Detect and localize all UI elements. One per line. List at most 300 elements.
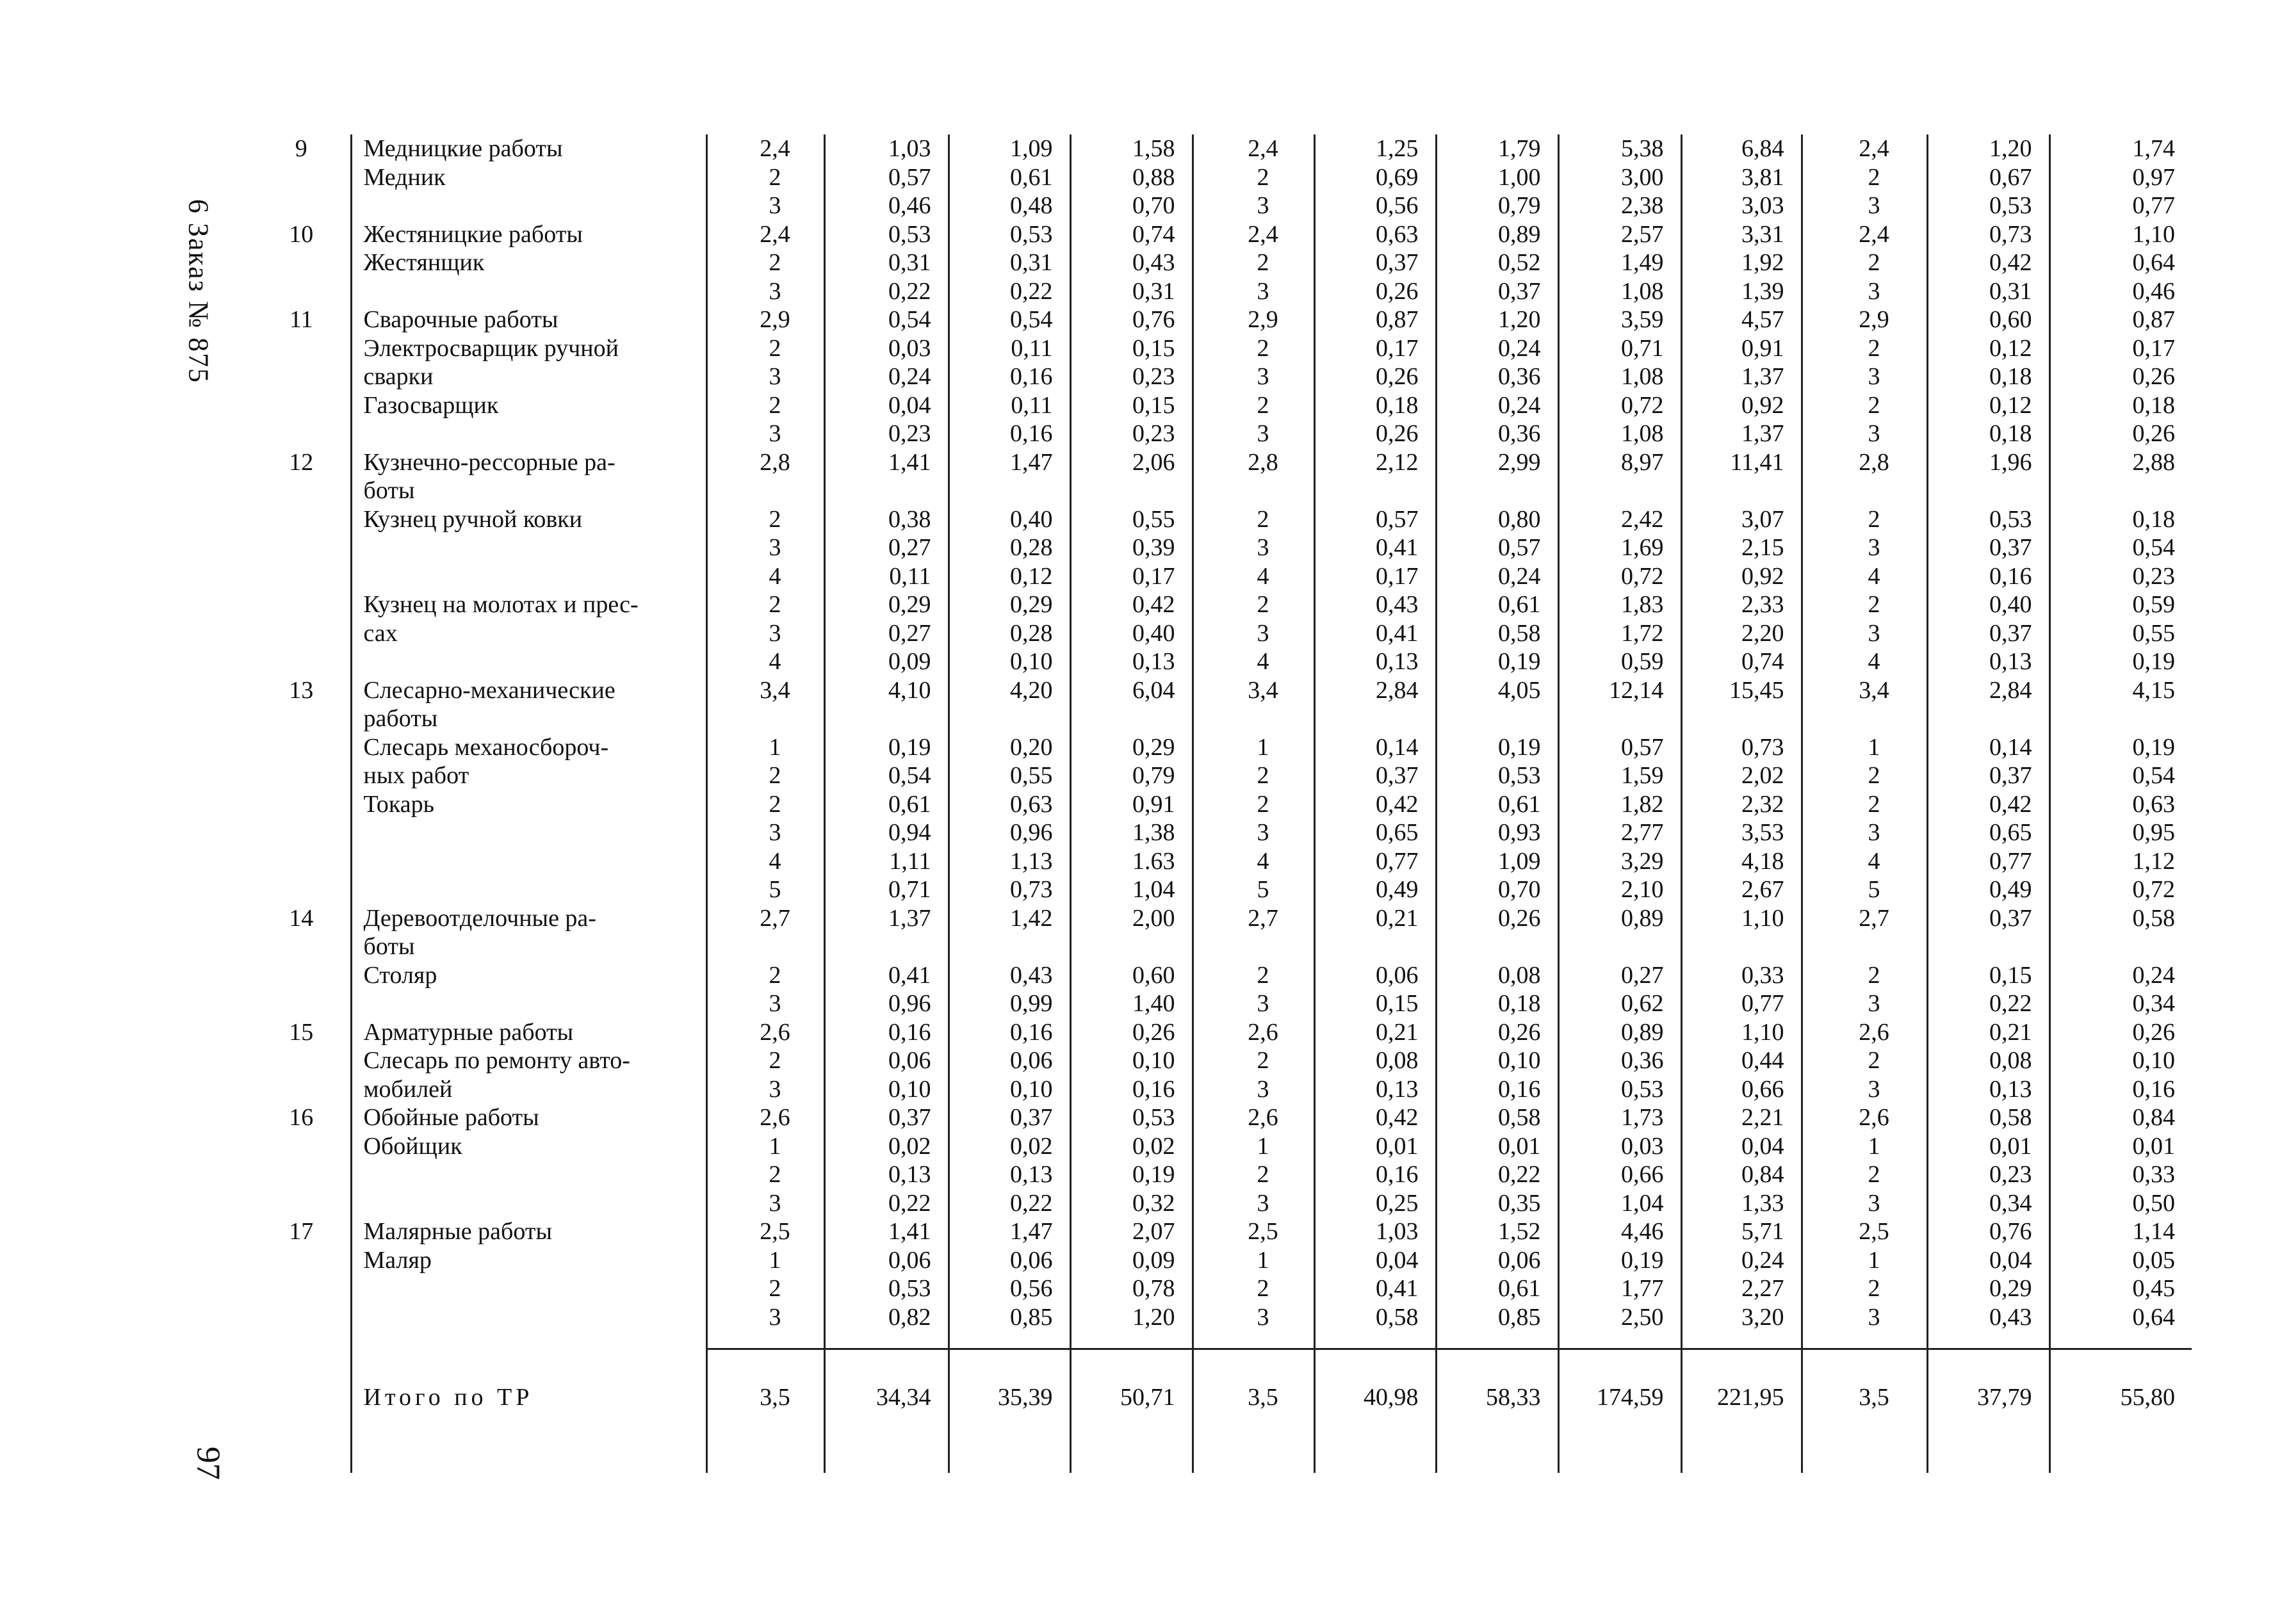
work-name: боты [351, 932, 706, 961]
value-cell: 0,63 [1314, 220, 1436, 249]
value-cell: 3 [1193, 277, 1314, 306]
value-cell: 0,57 [1436, 533, 1558, 562]
value-cell: 0,12 [1927, 391, 2049, 420]
work-name: Кузнец ручной ковки [351, 505, 706, 534]
value-cell: 0,21 [1314, 1018, 1436, 1047]
value-cell: 0,34 [1927, 1189, 2049, 1218]
table-row [277, 505, 2192, 534]
value-cell [1681, 476, 1802, 505]
value-cell: 3 [769, 420, 781, 447]
work-name [351, 419, 706, 448]
value-cell [1681, 932, 1802, 961]
value-cell: 2 [1193, 761, 1314, 790]
value-cell: 0,61 [824, 790, 949, 819]
value-cell: 4,05 [1436, 676, 1558, 705]
value-cell: 0,18 [1927, 362, 2049, 391]
value-cell: 0,60 [1070, 961, 1193, 990]
value-cell: 0,24 [1436, 391, 1558, 420]
value-cell: 1,49 [1558, 248, 1681, 277]
value-cell: 2,6 [760, 1104, 790, 1131]
value-cell: 0,20 [949, 733, 1070, 762]
total-value: 37,79 [1927, 1378, 2049, 1436]
work-name: Арматурные работы [351, 1018, 706, 1047]
table-row [277, 790, 2192, 819]
row-number [277, 391, 351, 420]
value-cell [1314, 932, 1436, 961]
value-cell: 1,00 [1436, 163, 1558, 192]
value-cell: 0,52 [1436, 248, 1558, 277]
value-cell: 2,21 [1681, 1103, 1802, 1132]
row-number [277, 875, 351, 904]
value-cell: 3 [1193, 191, 1314, 220]
value-cell [1070, 704, 1193, 733]
value-cell [1802, 932, 1927, 961]
row-number: 9 [295, 135, 307, 162]
table-row [277, 562, 2192, 591]
total-value: 221,95 [1681, 1378, 1802, 1436]
value-cell: 0,15 [1070, 391, 1193, 420]
value-cell: 1,08 [1558, 362, 1681, 391]
value-cell: 1,79 [1436, 134, 1558, 163]
value-cell: 0,53 [949, 220, 1070, 249]
value-cell: 2 [1802, 1046, 1927, 1075]
value-cell: 1 [1193, 1246, 1314, 1275]
value-cell: 8,97 [1558, 448, 1681, 477]
table-row [277, 533, 2192, 562]
value-cell: 15,45 [1681, 676, 1802, 705]
value-cell: 0,16 [1927, 562, 2049, 591]
value-cell: 0,26 [1436, 1018, 1558, 1047]
value-cell: 0,13 [949, 1160, 1070, 1189]
value-cell: 0,26 [1070, 1018, 1193, 1047]
value-cell: 0,37 [1927, 619, 2049, 648]
value-cell: 3 [769, 534, 781, 561]
value-cell: 1 [769, 733, 781, 761]
value-cell: 2,88 [2049, 448, 2192, 477]
value-cell: 1,13 [949, 847, 1070, 876]
value-cell [1558, 932, 1681, 961]
value-cell: 0,27 [824, 619, 949, 648]
value-cell: 3 [1802, 533, 1927, 562]
value-cell: 0,54 [2049, 761, 2192, 790]
value-cell: 0,58 [1436, 1103, 1558, 1132]
value-cell: 1,59 [1558, 761, 1681, 790]
value-cell: 0,17 [1070, 562, 1193, 591]
value-cell: 0,06 [824, 1246, 949, 1275]
value-cell [1436, 476, 1558, 505]
value-cell: 0,54 [949, 305, 1070, 334]
value-cell: 0,24 [1436, 334, 1558, 363]
value-cell [1927, 704, 2049, 733]
value-cell: 0,10 [824, 1075, 949, 1104]
value-cell: 1,03 [1314, 1217, 1436, 1246]
value-cell: 2,84 [1314, 676, 1436, 705]
total-value: 174,59 [1558, 1378, 1681, 1436]
value-cell: 3,07 [1681, 505, 1802, 534]
value-cell: 3,4 [1193, 676, 1314, 705]
value-cell: 2,4 [1802, 220, 1927, 249]
value-cell: 0,10 [1070, 1046, 1193, 1075]
value-cell: 0,41 [824, 961, 949, 990]
row-number [277, 562, 351, 591]
value-cell: 2 [769, 334, 781, 362]
value-cell: 2 [769, 163, 781, 191]
value-cell: 0,55 [949, 761, 1070, 790]
value-cell: 0,55 [1070, 505, 1193, 534]
value-cell: 1,47 [949, 1217, 1070, 1246]
value-cell: 1 [769, 1132, 781, 1160]
row-number: 16 [289, 1104, 314, 1131]
value-cell: 3,4 [1802, 676, 1927, 705]
value-cell: 1,42 [949, 904, 1070, 933]
row-number [277, 961, 351, 990]
value-cell: 6,04 [1070, 676, 1193, 705]
value-cell: 0,16 [2049, 1075, 2192, 1104]
value-cell: 3 [769, 1075, 781, 1103]
value-cell: 2,10 [1558, 875, 1681, 904]
table-row [277, 277, 2192, 306]
value-cell: 2 [769, 249, 781, 276]
table-row [277, 305, 2192, 334]
total-value: 3,5 [1802, 1378, 1927, 1436]
value-cell: 0,02 [1070, 1132, 1193, 1161]
row-number [277, 619, 351, 648]
value-cell: 0,41 [1314, 1274, 1436, 1303]
value-cell [1558, 476, 1681, 505]
value-cell: 2,7 [1193, 904, 1314, 933]
total-value: 3,5 [1193, 1378, 1314, 1436]
value-cell: 2 [1802, 961, 1927, 990]
value-cell: 1,08 [1558, 419, 1681, 448]
value-cell: 2,9 [1802, 305, 1927, 334]
value-cell: 1,92 [1681, 248, 1802, 277]
value-cell: 0,59 [2049, 590, 2192, 619]
value-cell: 3 [769, 192, 781, 219]
value-cell: 0,72 [1558, 562, 1681, 591]
value-cell: 4,46 [1558, 1217, 1681, 1246]
value-cell: 1,41 [824, 448, 949, 477]
value-cell: 0,55 [2049, 619, 2192, 648]
value-cell: 0,58 [2049, 904, 2192, 933]
value-cell [706, 704, 824, 733]
value-cell: 3 [769, 277, 781, 305]
row-number [277, 334, 351, 363]
work-name: работы [351, 704, 706, 733]
value-cell: 2 [1802, 761, 1927, 790]
value-cell: 0,23 [1070, 362, 1193, 391]
value-cell: 0,69 [1314, 163, 1436, 192]
value-cell: 2,9 [760, 306, 790, 333]
value-cell: 0,43 [949, 961, 1070, 990]
value-cell: 0,77 [1314, 847, 1436, 876]
value-cell: 2 [1802, 248, 1927, 277]
value-cell: 0,38 [824, 505, 949, 534]
value-cell: 2 [1193, 1046, 1314, 1075]
value-cell: 0,29 [1070, 733, 1193, 762]
work-name: Слесарь механосбороч- [351, 733, 706, 762]
row-number: 13 [289, 676, 314, 704]
tail-row [277, 1436, 2192, 1473]
value-cell: 4,20 [949, 676, 1070, 705]
row-number [277, 647, 351, 676]
value-cell: 2 [1802, 163, 1927, 192]
value-cell: 0,43 [1927, 1303, 2049, 1332]
value-cell: 0,70 [1070, 191, 1193, 220]
value-cell: 1,73 [1558, 1103, 1681, 1132]
value-cell: 4 [1802, 647, 1927, 676]
value-cell: 0,54 [824, 305, 949, 334]
value-cell: 3,20 [1681, 1303, 1802, 1332]
value-cell: 3 [769, 990, 781, 1017]
work-name: Слесарно-механические [351, 676, 706, 705]
value-cell: 0,13 [1927, 1075, 2049, 1104]
value-cell: 0,24 [2049, 961, 2192, 990]
value-cell: 2 [1802, 391, 1927, 420]
value-cell: 3 [1802, 362, 1927, 391]
value-cell: 3 [1802, 1303, 1927, 1332]
value-cell: 3,31 [1681, 220, 1802, 249]
value-cell [824, 476, 949, 505]
row-number [277, 704, 351, 733]
work-name: сварки [351, 362, 706, 391]
value-cell: 0,06 [949, 1246, 1070, 1275]
total-row [277, 1378, 2192, 1436]
value-cell: 1,37 [1681, 362, 1802, 391]
value-cell: 3 [1193, 1189, 1314, 1218]
value-cell: 0,42 [1927, 790, 2049, 819]
value-cell: 0,61 [1436, 590, 1558, 619]
value-cell: 4 [1802, 847, 1927, 876]
value-cell: 1,20 [1070, 1303, 1193, 1332]
value-cell: 1,04 [1558, 1189, 1681, 1218]
value-cell: 0,16 [1436, 1075, 1558, 1104]
value-cell: 5 [1802, 875, 1927, 904]
value-cell [949, 704, 1070, 733]
value-cell: 0,37 [1436, 277, 1558, 306]
value-cell: 1,74 [2049, 134, 2192, 163]
value-cell [1681, 704, 1802, 733]
value-cell: 1,20 [1927, 134, 2049, 163]
value-cell [1802, 476, 1927, 505]
value-cell: 0,01 [1436, 1132, 1558, 1161]
value-cell: 3 [1802, 191, 1927, 220]
value-cell: 2,42 [1558, 505, 1681, 534]
table-row [277, 733, 2192, 762]
value-cell: 3,00 [1558, 163, 1681, 192]
value-cell: 3 [1802, 1189, 1927, 1218]
value-cell: 1,41 [824, 1217, 949, 1246]
value-cell: 0,37 [949, 1103, 1070, 1132]
value-cell: 0,65 [1927, 818, 2049, 847]
value-cell: 0,58 [1314, 1303, 1436, 1332]
value-cell: 0,26 [2049, 419, 2192, 448]
work-name [351, 562, 706, 591]
value-cell: 0,19 [2049, 647, 2192, 676]
value-cell: 0,13 [1314, 1075, 1436, 1104]
value-cell: 0,85 [949, 1303, 1070, 1332]
value-cell: 3,4 [760, 676, 790, 704]
value-cell: 3 [1193, 533, 1314, 562]
value-cell: 2,6 [1193, 1103, 1314, 1132]
value-cell [1436, 932, 1558, 961]
value-cell: 3 [1193, 989, 1314, 1018]
value-cell: 2,38 [1558, 191, 1681, 220]
work-name: Медницкие работы [351, 134, 706, 163]
value-cell: 0,35 [1436, 1189, 1558, 1218]
value-cell: 0,25 [1314, 1189, 1436, 1218]
table-row [277, 761, 2192, 790]
value-cell: 0,24 [824, 362, 949, 391]
value-cell: 0,39 [1070, 533, 1193, 562]
table-row [277, 676, 2192, 705]
value-cell: 1,37 [1681, 419, 1802, 448]
total-value: 55,80 [2049, 1378, 2192, 1436]
value-cell: 2,8 [1193, 448, 1314, 477]
value-cell: 2,57 [1558, 220, 1681, 249]
work-name [351, 847, 706, 876]
value-cell: 3 [769, 1189, 781, 1217]
value-cell: 4,18 [1681, 847, 1802, 876]
value-cell: 0,26 [2049, 1018, 2192, 1047]
value-cell: 3 [769, 619, 781, 647]
value-cell [2049, 704, 2192, 733]
row-number [277, 733, 351, 762]
value-cell: 1,12 [2049, 847, 2192, 876]
value-cell: 1,04 [1070, 875, 1193, 904]
value-cell: 0,73 [1927, 220, 2049, 249]
work-name: Столяр [351, 961, 706, 990]
work-name: Обойщик [351, 1132, 706, 1161]
value-cell: 2 [1193, 590, 1314, 619]
value-cell: 0,46 [2049, 277, 2192, 306]
value-cell: 1,09 [1436, 847, 1558, 876]
value-cell: 0,44 [1681, 1046, 1802, 1075]
table-row [277, 220, 2192, 249]
row-number [277, 476, 351, 505]
table-row [277, 1046, 2192, 1075]
value-cell: 0,66 [1681, 1075, 1802, 1104]
value-cell: 0,53 [824, 220, 949, 249]
value-cell: 0,43 [1070, 248, 1193, 277]
row-number [277, 1160, 351, 1189]
row-number [277, 1046, 351, 1075]
value-cell: 3 [769, 363, 781, 390]
table-row [277, 590, 2192, 619]
value-cell: 0,36 [1436, 419, 1558, 448]
value-cell: 1,38 [1070, 818, 1193, 847]
value-cell: 3 [1193, 1303, 1314, 1332]
value-cell: 1 [1802, 1246, 1927, 1275]
value-cell: 4,57 [1681, 305, 1802, 334]
table-row [277, 875, 2192, 904]
value-cell: 2,84 [1927, 676, 2049, 705]
value-cell: 0,37 [824, 1103, 949, 1132]
value-cell: 0,26 [1314, 419, 1436, 448]
row-number [277, 362, 351, 391]
table-row [277, 391, 2192, 420]
value-cell: 3,81 [1681, 163, 1802, 192]
value-cell: 0,37 [1314, 761, 1436, 790]
value-cell: 0,19 [1558, 1246, 1681, 1275]
table-row [277, 647, 2192, 676]
row-number [277, 1274, 351, 1303]
value-cell: 0,09 [824, 647, 949, 676]
value-cell: 0,57 [1558, 733, 1681, 762]
value-cell: 0,36 [1558, 1046, 1681, 1075]
total-value: 34,34 [824, 1378, 949, 1436]
value-cell: 0,32 [1070, 1189, 1193, 1218]
row-number [277, 818, 351, 847]
value-cell: 1,03 [824, 134, 949, 163]
value-cell: 1 [1802, 1132, 1927, 1161]
value-cell: 2,07 [1070, 1217, 1193, 1246]
value-cell: 3,29 [1558, 847, 1681, 876]
table-row [277, 961, 2192, 990]
value-cell: 0,11 [949, 334, 1070, 363]
value-cell: 0,61 [1436, 1274, 1558, 1303]
value-cell: 1,69 [1558, 533, 1681, 562]
value-cell: 0,93 [1436, 818, 1558, 847]
row-number [277, 163, 351, 192]
row-number [277, 1303, 351, 1332]
value-cell: 2,50 [1558, 1303, 1681, 1332]
value-cell: 0,71 [1558, 334, 1681, 363]
table-row [277, 191, 2192, 220]
table-row [277, 248, 2192, 277]
work-name: Маляр [351, 1246, 706, 1275]
value-cell: 0,01 [1927, 1132, 2049, 1161]
value-cell: 0,87 [1314, 305, 1436, 334]
value-cell [1193, 704, 1314, 733]
value-cell: 0,12 [949, 562, 1070, 591]
value-cell: 0,34 [2049, 989, 2192, 1018]
value-cell: 0,65 [1314, 818, 1436, 847]
value-cell: 2,27 [1681, 1274, 1802, 1303]
value-cell: 0,04 [1927, 1246, 2049, 1275]
value-cell: 2,99 [1436, 448, 1558, 477]
value-cell: 2 [769, 505, 781, 533]
value-cell: 0,22 [824, 1189, 949, 1218]
table-row [277, 1018, 2192, 1047]
value-cell: 0,04 [1314, 1246, 1436, 1275]
value-cell: 0,15 [1314, 989, 1436, 1018]
value-cell: 0,72 [1558, 391, 1681, 420]
total-value: 35,39 [949, 1378, 1070, 1436]
value-cell: 0,76 [1070, 305, 1193, 334]
value-cell: 2,02 [1681, 761, 1802, 790]
value-cell: 0,22 [949, 1189, 1070, 1218]
value-cell: 4 [769, 648, 781, 675]
value-cell: 0,17 [2049, 334, 2192, 363]
value-cell: 0,74 [1070, 220, 1193, 249]
value-cell: 4 [1193, 647, 1314, 676]
value-cell [1314, 704, 1436, 733]
value-cell: 3 [769, 819, 781, 846]
value-cell: 0,79 [1070, 761, 1193, 790]
order-number-text: 6 Заказ № 875 [183, 199, 215, 384]
row-number: 10 [289, 220, 314, 248]
value-cell [949, 476, 1070, 505]
value-cell: 0,58 [1436, 619, 1558, 648]
value-cell: 2 [1802, 1160, 1927, 1189]
value-cell: 2 [1802, 334, 1927, 363]
value-cell: 2 [1193, 248, 1314, 277]
row-number [277, 989, 351, 1018]
row-number [277, 533, 351, 562]
value-cell [1802, 704, 1927, 733]
value-cell: 3,53 [1681, 818, 1802, 847]
value-cell: 0,37 [1927, 533, 2049, 562]
